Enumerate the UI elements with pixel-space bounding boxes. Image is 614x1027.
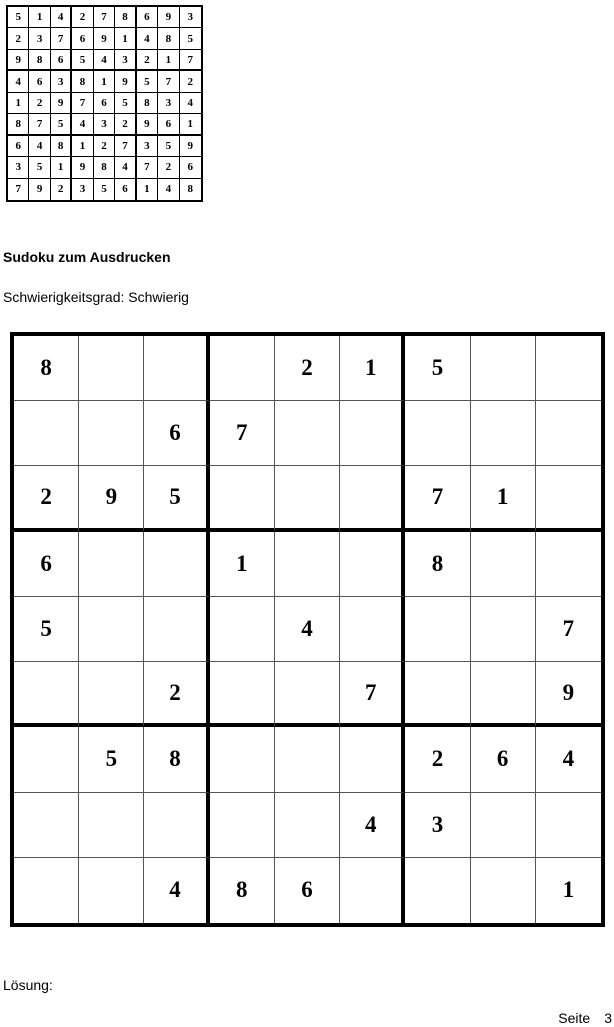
puzzle-cell: 1	[562, 877, 575, 903]
puzzle-cell: 5	[14, 597, 79, 662]
solution-cell: 2	[72, 7, 93, 28]
puzzle-cell	[536, 401, 601, 466]
solution-cell: 1	[29, 7, 50, 28]
solution-cell: 2	[115, 114, 136, 135]
solution-cell: 8	[94, 157, 115, 178]
puzzle-cell	[275, 532, 340, 597]
solution-cell: 7	[180, 50, 201, 71]
puzzle-cell	[275, 727, 340, 792]
solution-cell: 1	[8, 93, 29, 114]
puzzle-cell	[79, 858, 144, 923]
puzzle-cell	[275, 793, 340, 858]
puzzle-cell	[14, 662, 79, 727]
puzzle-cell: 1	[471, 466, 536, 531]
solution-cell: 9	[29, 179, 50, 200]
puzzle-cell	[210, 793, 275, 858]
puzzle-cell	[79, 793, 144, 858]
puzzle-cell	[144, 597, 209, 662]
puzzle-cell: 3	[405, 793, 470, 858]
puzzle-cell	[275, 401, 340, 466]
solution-cell: 4	[137, 28, 158, 49]
puzzle-cell: 2	[144, 662, 209, 727]
puzzle-cell	[340, 466, 405, 531]
puzzle-cell: 8	[210, 858, 275, 923]
puzzle-cell	[210, 727, 275, 792]
solution-cell: 1	[137, 179, 158, 200]
solution-cell: 5	[137, 71, 158, 92]
puzzle-cell: 6	[14, 532, 79, 597]
solution-cell: 4	[51, 7, 72, 28]
solution-cell: 7	[8, 179, 29, 200]
solution-cell: 6	[137, 7, 158, 28]
puzzle-cell: 2	[275, 336, 340, 401]
solution-cell: 9	[72, 157, 93, 178]
puzzle-cell	[144, 336, 209, 401]
puzzle-cell: 2	[405, 727, 470, 792]
solution-cell: 2	[29, 93, 50, 114]
solution-cell: 8	[8, 114, 29, 135]
puzzle-cell: 6	[471, 727, 536, 792]
puzzle-cell	[405, 401, 470, 466]
solution-cell: 3	[137, 136, 158, 157]
puzzle-cell: 1	[340, 336, 405, 401]
solution-cell: 8	[158, 28, 179, 49]
puzzle-cell: 7	[405, 466, 470, 531]
solution-cell: 6	[51, 50, 72, 71]
solution-cell: 5	[72, 50, 93, 71]
puzzle-cell	[471, 597, 536, 662]
solution-cell: 1	[115, 28, 136, 49]
puzzle-cell	[405, 858, 470, 923]
puzzle-cell: 7	[210, 401, 275, 466]
solution-cell: 5	[51, 114, 72, 135]
puzzle-cell	[79, 401, 144, 466]
puzzle-cell	[340, 532, 405, 597]
puzzle-cell: 6	[275, 858, 340, 923]
solution-cell: 7	[115, 136, 136, 157]
solution-cell: 2	[180, 71, 201, 92]
solution-cell: 8	[51, 136, 72, 157]
solution-cell: 6	[115, 179, 136, 200]
solution-cell: 6	[158, 114, 179, 135]
solution-cell: 3	[115, 50, 136, 71]
solution-cell: 8	[72, 71, 93, 92]
solution-cell: 2	[8, 28, 29, 49]
solution-cell: 9	[115, 71, 136, 92]
solution-cell: 8	[137, 93, 158, 114]
puzzle-cell: 9	[536, 662, 601, 727]
solution-cell: 7	[29, 114, 50, 135]
page-label: Seite	[558, 1010, 591, 1026]
solution-cell: 8	[29, 50, 50, 71]
puzzle-cell	[210, 597, 275, 662]
puzzle-cell: 9	[79, 466, 144, 531]
puzzle-cell	[405, 597, 470, 662]
puzzle-cell	[144, 532, 209, 597]
puzzle-cell	[210, 662, 275, 727]
solution-cell: 1	[94, 71, 115, 92]
solution-cell: 2	[137, 50, 158, 71]
solution-cell: 6	[94, 93, 115, 114]
solution-cell: 9	[51, 93, 72, 114]
solution-cell: 4	[29, 136, 50, 157]
solution-cell: 5	[94, 179, 115, 200]
solution-cell: 7	[72, 93, 93, 114]
solution-cell: 6	[8, 136, 29, 157]
solution-cell: 6	[180, 157, 201, 178]
puzzle-cell	[275, 466, 340, 531]
puzzle-cell	[14, 727, 79, 792]
puzzle-cell	[536, 793, 601, 858]
solution-cell: 7	[137, 157, 158, 178]
solution-cell: 2	[94, 136, 115, 157]
puzzle-cell	[210, 466, 275, 531]
solution-cell: 8	[187, 183, 194, 196]
solution-cell: 7	[51, 28, 72, 49]
puzzle-cell	[340, 401, 405, 466]
puzzle-cell	[471, 662, 536, 727]
puzzle-cell: 4	[275, 597, 340, 662]
document-title: Sudoku zum Ausdrucken	[3, 249, 171, 265]
puzzle-cell	[144, 793, 209, 858]
solution-grid	[6, 5, 203, 202]
solution-cell: 5	[158, 136, 179, 157]
difficulty-label: Schwierigkeitsgrad: Schwierig	[3, 289, 189, 305]
solution-cell: 5	[115, 93, 136, 114]
puzzle-cell: 4	[536, 727, 601, 792]
puzzle-cell	[79, 597, 144, 662]
solution-cell: 4	[94, 50, 115, 71]
puzzle-cell	[14, 793, 79, 858]
puzzle-cell	[471, 401, 536, 466]
solution-cell: 1	[72, 136, 93, 157]
puzzle-grid	[10, 332, 605, 927]
solution-cell: 1	[51, 157, 72, 178]
puzzle-cell: 8	[405, 532, 470, 597]
puzzle-cell	[536, 336, 601, 401]
solution-cell: 3	[158, 93, 179, 114]
puzzle-cell: 6	[144, 401, 209, 466]
puzzle-cell	[405, 662, 470, 727]
solution-cell: 3	[51, 71, 72, 92]
puzzle-cell: 5	[144, 466, 209, 531]
solution-cell: 1	[180, 114, 201, 135]
solution-cell: 4	[158, 179, 179, 200]
puzzle-cell	[471, 793, 536, 858]
page-footer	[558, 1010, 612, 1026]
solution-cell: 4	[115, 157, 136, 178]
puzzle-cell: 8	[144, 727, 209, 792]
solution-cell: 5	[180, 28, 201, 49]
solution-cell: 9	[94, 28, 115, 49]
puzzle-cell	[471, 532, 536, 597]
puzzle-cell	[340, 727, 405, 792]
puzzle-cell	[79, 336, 144, 401]
puzzle-cell: 5	[79, 727, 144, 792]
puzzle-cell	[14, 401, 79, 466]
puzzle-cell: 7	[536, 597, 601, 662]
solution-cell: 2	[51, 179, 72, 200]
solution-cell: 2	[158, 157, 179, 178]
solution-label: Lösung:	[3, 977, 53, 993]
solution-cell: 3	[29, 28, 50, 49]
solution-cell: 4	[8, 71, 29, 92]
puzzle-cell	[340, 597, 405, 662]
solution-cell: 6	[72, 28, 93, 49]
puzzle-cell: 8	[14, 336, 79, 401]
puzzle-cell	[14, 858, 79, 923]
puzzle-cell	[340, 858, 405, 923]
solution-cell: 4	[72, 114, 93, 135]
puzzle-cell	[471, 858, 536, 923]
solution-cell: 7	[158, 71, 179, 92]
solution-cell: 4	[180, 93, 201, 114]
page-number: 3	[604, 1010, 612, 1026]
puzzle-cell: 1	[210, 532, 275, 597]
puzzle-cell	[210, 336, 275, 401]
puzzle-cell	[536, 532, 601, 597]
puzzle-cell	[79, 532, 144, 597]
puzzle-cell: 5	[405, 336, 470, 401]
puzzle-cell	[471, 336, 536, 401]
solution-cell: 1	[158, 50, 179, 71]
solution-cell: 6	[29, 71, 50, 92]
solution-cell: 8	[115, 7, 136, 28]
solution-cell: 9	[8, 50, 29, 71]
puzzle-cell	[275, 662, 340, 727]
puzzle-cell	[536, 466, 601, 531]
puzzle-cell: 4	[340, 793, 405, 858]
solution-cell: 9	[137, 114, 158, 135]
solution-cell: 9	[180, 136, 201, 157]
solution-cell: 9	[158, 7, 179, 28]
puzzle-cell: 7	[340, 662, 405, 727]
solution-cell: 3	[72, 179, 93, 200]
solution-cell: 3	[94, 114, 115, 135]
puzzle-cell	[79, 662, 144, 727]
puzzle-cell: 4	[144, 858, 209, 923]
solution-cell: 5	[29, 157, 50, 178]
solution-cell: 5	[8, 7, 29, 28]
solution-cell: 3	[180, 7, 201, 28]
puzzle-cell: 2	[14, 466, 79, 531]
solution-cell: 7	[94, 7, 115, 28]
solution-cell: 3	[8, 157, 29, 178]
